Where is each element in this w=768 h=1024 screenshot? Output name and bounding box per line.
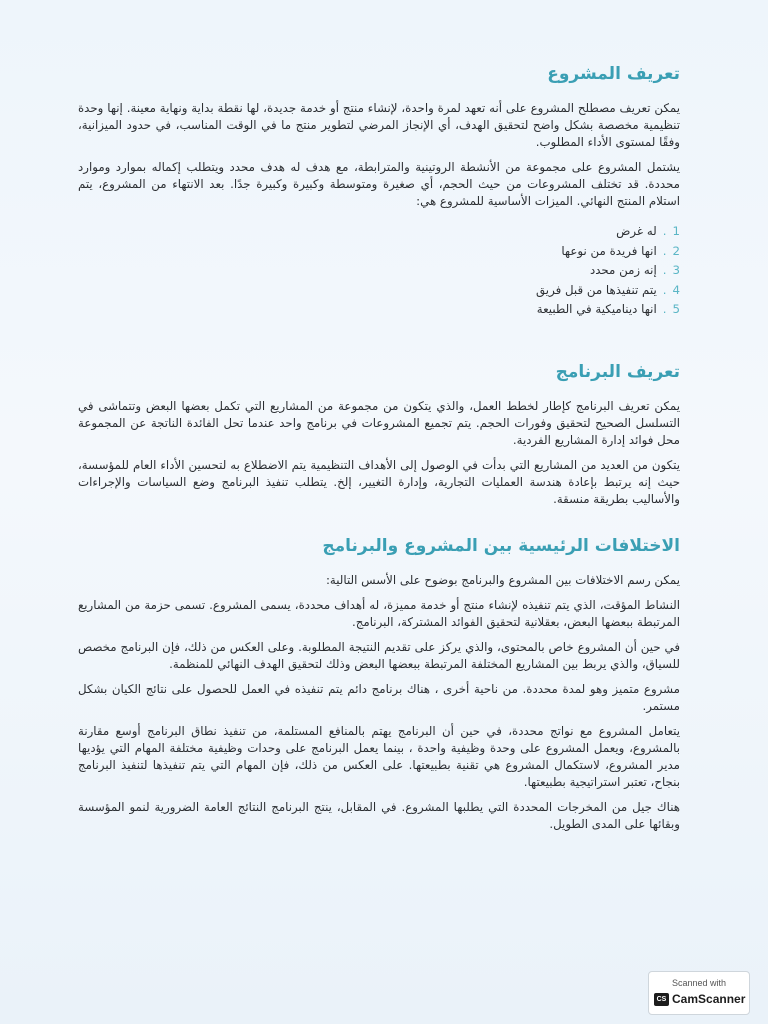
list-number: 4 — [672, 282, 680, 297]
list-dot: . — [662, 282, 667, 297]
list-number: 2 — [672, 243, 680, 258]
differences-paragraph-2: في حين أن المشروع خاص بالمحتوى، والذي يركز على تقديم النتيجة المطلوبة. وعلى العكس من ذلك، فإن البرنامج مخصص للسياق، والذي يربط بين المشاريع المختلفة المرتبطة ببعضها البعض وذلك لتحقيق الهدف النهائي للمنظمة. — [78, 639, 680, 671]
project-paragraph-2: يشتمل المشروع على مجموعة من الأنشطة الروتينية والمترابطة، مع هدف له هدف محدد ويتطلب إكماله بموارد وموارد محددة. قد تختلف المشروعات من حيث الحجم، أي صغيرة ومتوسطة وكبيرة وكبيرة جدًا. بعد الانتهاء من المشروع، يتم استلام المنتج النهائي. الميزات الأساسية للمشروع هي: — [78, 160, 680, 208]
scanned-with-label: Scanned with — [671, 978, 727, 988]
list-item — [78, 300, 680, 320]
differences-paragraph-4: يتعامل المشروع مع نواتج محددة، في حين أن البرنامج يهتم بالمنافع المستلمة، من تنفيذ نطاق البرنامج أوسع مقارنة بالمشروع، ويعمل المشروع على وحدة وظيفية واحدة ، بينما يعمل البرنامج على وحدات وظيفية مختلفة المهام التي يؤديها مدير المشروع، لاستكمال المشروع هي تقنية بطبيعتها. على العكس من ذلك، فإن المهام التي يتم تنفيذها لتنفيذ البرنامج بنجاح، تعتبر استراتيجية بطبيعتها. — [78, 723, 680, 789]
list-number: 5 — [672, 302, 680, 316]
list-text: انها فريدة من نوعها — [561, 243, 657, 258]
list-dot: . — [662, 263, 667, 277]
program-section — [78, 360, 680, 508]
list-text: له غرض — [616, 224, 657, 238]
list-text: يتم تنفيذها من قبل فريق — [535, 282, 657, 297]
list-dot: . — [662, 224, 667, 238]
project-section — [78, 62, 680, 320]
program-paragraph-1: يمكن تعريف البرنامج كإطار لخطط العمل، والذي يتكون من مجموعة من المشاريع التي تكمل بعضها البعض وتتماشى في التسلسل الصحيح لتحقيق وفورات الحجم. يتم تجميع المشروعات في برنامج واحد عندما تحل الفائدة الناتجة عن المجموعة محل فوائد إدارة المشاريع الفردية. — [78, 398, 680, 447]
differences-intro: يمكن رسم الاختلافات بين المشروع والبرنامج بوضوح على الأسس التالية: — [325, 572, 680, 587]
differences-paragraph-3: مشروع متميز وهو لمدة محددة. من ناحية أخرى ، هناك برنامج دائم يتم تنفيذه في العمل للحصول على نتائج الكيان بشكل مستمر. — [78, 681, 680, 713]
project-paragraph-1: يمكن تعريف مصطلح المشروع على أنه تعهد لمرة واحدة، لإنشاء منتج أو خدمة جديدة، لها نقطة بداية ونهاية معينة. إنها وحدة تنظيمية مخصصة بشكل واضح لتحقيق الهدف، أي الإنجاز المرضي لتطوير منتج ما في الوقت المناسب، في حدود الميزانية، وفقًا لمستوى الأداء المطلوب. — [78, 101, 680, 149]
list-item — [78, 261, 680, 281]
list-item — [78, 281, 680, 301]
camscanner-watermark — [648, 971, 750, 1015]
list-number: 1 — [672, 224, 680, 238]
list-dot: . — [662, 302, 667, 316]
differences-heading: الاختلافات الرئيسية بين المشروع والبرنامج — [322, 535, 680, 556]
differences-paragraph-5: هناك جيل من المخرجات المحددة التي يطلبها المشروع. في المقابل، ينتج البرنامج النتائج العامة الضرورية لنمو المؤسسة وبقائها على المدى الطويل. — [78, 799, 680, 831]
differences-section — [78, 534, 680, 833]
project-features-list — [78, 222, 680, 320]
document-page — [78, 62, 680, 841]
program-heading: تعريف البرنامج — [555, 361, 680, 382]
list-item — [78, 222, 680, 242]
list-number: 3 — [672, 263, 680, 277]
list-text: إنه زمن محدد — [589, 263, 657, 277]
list-item — [78, 242, 680, 262]
program-paragraph-2: يتكون من العديد من المشاريع التي بدأت في الوصول إلى الأهداف التنظيمية يتم الاضطلاع به لتحسين الأداء العام للمؤسسة، حيث إنه يرتبط بإعادة هندسة العمليات التجارية، وإدارة التغيير، إلخ. يتطلب تنفيذ البرنامج وضع السياسات والإجراءات والأساليب بطريقة منسقة. — [78, 457, 680, 506]
camscanner-name: CamScanner — [672, 992, 746, 1006]
list-dot: . — [662, 243, 667, 258]
differences-paragraph-1: النشاط المؤقت، الذي يتم تنفيذه لإنشاء منتج أو خدمة مميزة، له أهداف محددة، يسمى المشروع. تسمى حزمة من المشاريع المرتبطة ببعضها البعض، بعقلانية لتحقيق الفوائد المشتركة، البرنامج. — [78, 597, 680, 629]
camscanner-logo-icon: CS — [654, 993, 669, 1006]
project-heading: تعريف المشروع — [547, 64, 680, 84]
list-text: انها ديناميكية في الطبيعة — [536, 302, 657, 316]
